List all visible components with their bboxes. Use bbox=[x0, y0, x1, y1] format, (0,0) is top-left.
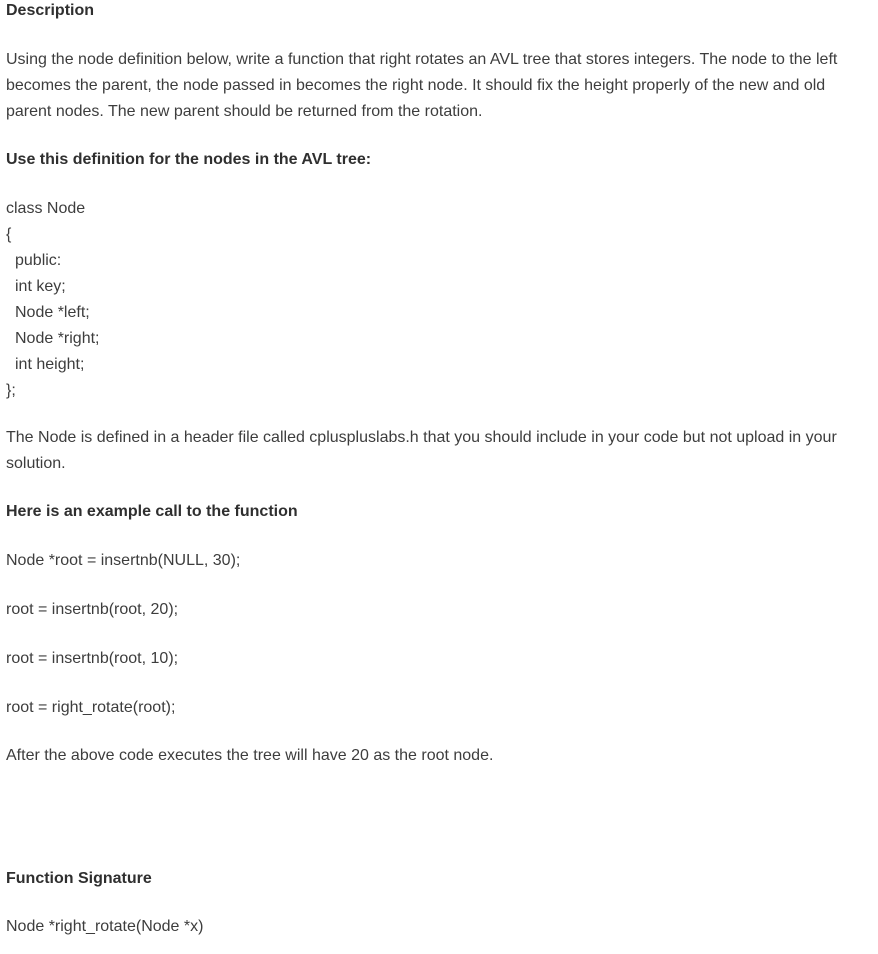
code-line: int height; bbox=[15, 356, 85, 373]
signature-heading: Function Signature bbox=[6, 870, 152, 887]
example-result: After the above code executes the tree will have 20 as the root node. bbox=[6, 747, 494, 764]
node-class-definition bbox=[6, 196, 100, 404]
description-text: Using the node definition below, write a function that right rotates an AVL tree that stores integers. The node to the left becomes the parent, the node passed in becomes the right node. It should fix the height properly of the new and old parent nodes. The new parent should be returned from the rotation. bbox=[6, 51, 838, 120]
example-call: Node *root = insertnb(NULL, 30); bbox=[6, 552, 241, 569]
function-signature: Node *right_rotate(Node *x) bbox=[6, 918, 204, 935]
code-line: Node *left; bbox=[15, 304, 90, 321]
description-heading: Description bbox=[6, 2, 95, 19]
example-heading: Here is an example call to the function bbox=[6, 503, 298, 520]
example-call: root = insertnb(root, 20); bbox=[6, 601, 179, 618]
code-line: public: bbox=[15, 252, 62, 269]
definition-heading: Use this definition for the nodes in the AVL tree: bbox=[6, 151, 372, 168]
example-call: root = insertnb(root, 10); bbox=[6, 650, 179, 667]
code-line: class Node bbox=[6, 200, 86, 217]
code-line: int key; bbox=[15, 278, 66, 295]
code-line: { bbox=[6, 226, 12, 243]
code-line: }; bbox=[6, 382, 16, 399]
header-file-note: The Node is defined in a header file called cpluspluslabs.h that you should include in your code but not upload in your solution. bbox=[6, 429, 837, 472]
example-call: root = right_rotate(root); bbox=[6, 699, 176, 716]
code-line: Node *right; bbox=[15, 330, 100, 347]
